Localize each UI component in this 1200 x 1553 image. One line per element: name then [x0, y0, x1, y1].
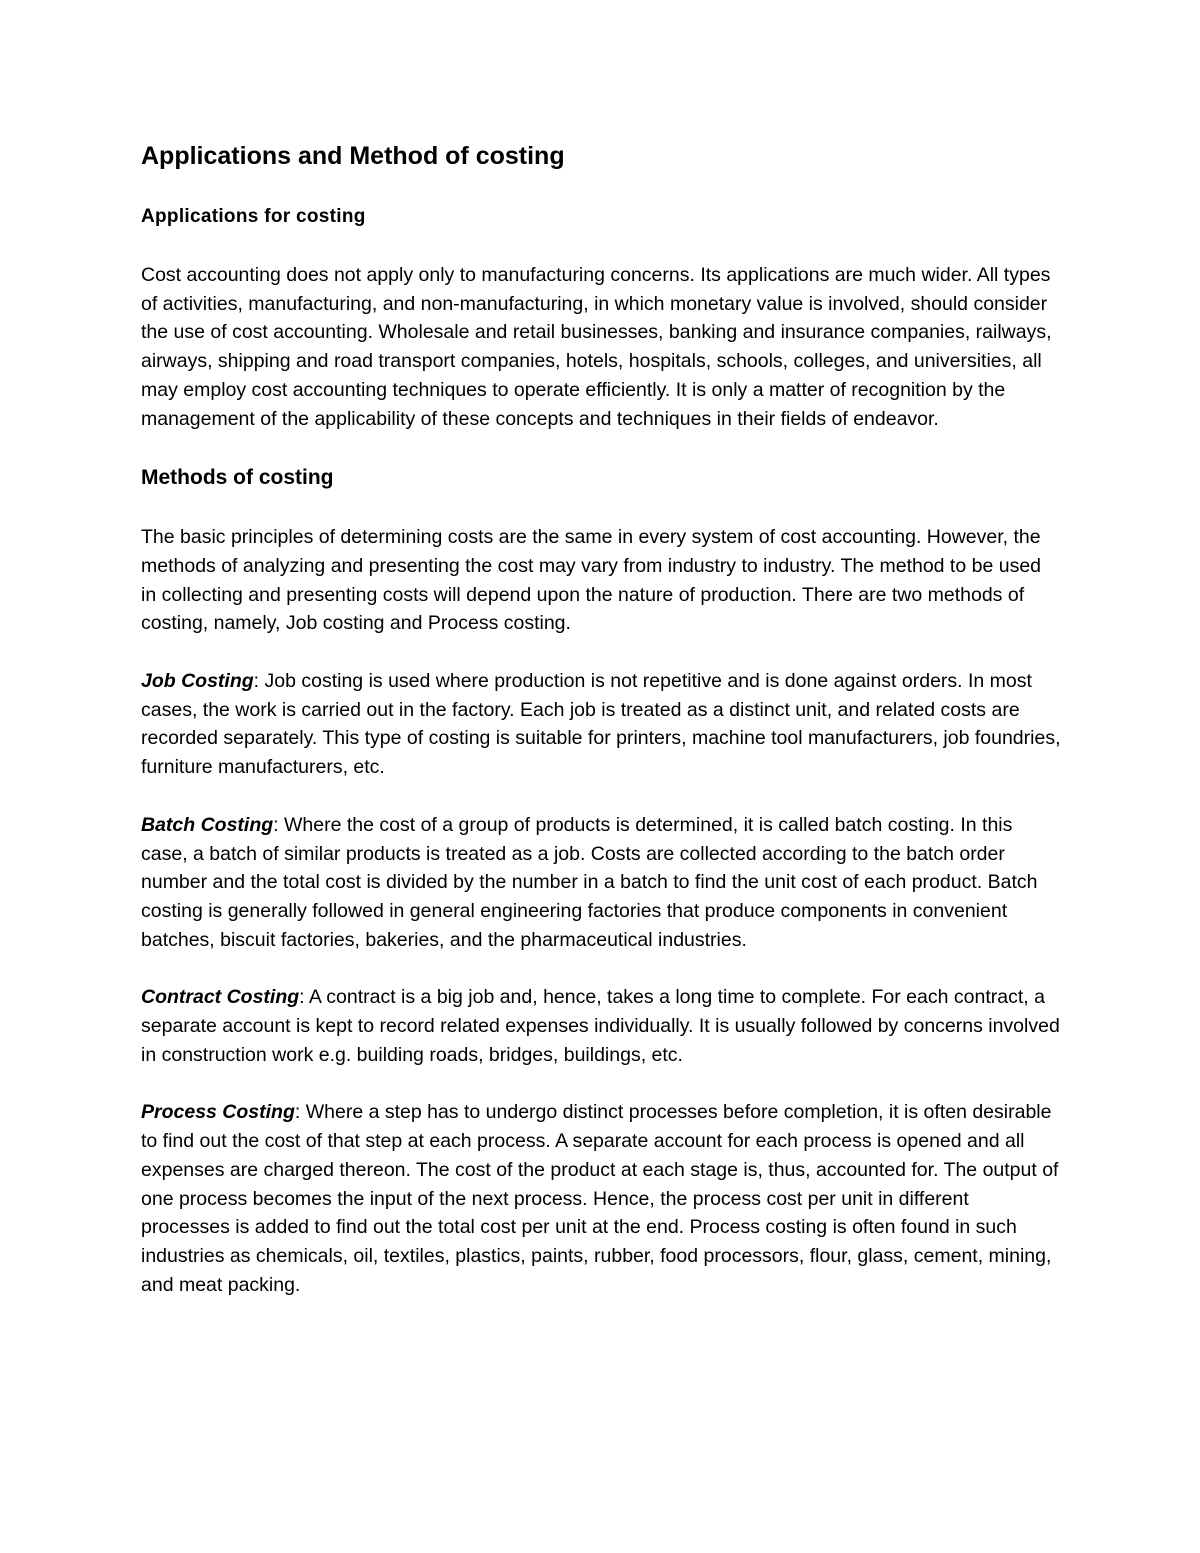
methods-heading: Methods of costing — [141, 466, 334, 490]
job-costing-term: Job Costing — [141, 670, 254, 693]
process-costing-paragraph — [141, 1098, 1061, 1299]
document-title: Applications and Method of costing — [141, 142, 565, 170]
batch-costing-paragraph — [141, 811, 1061, 955]
contract-costing-text: : A contract is a big job and, hence, takes a long time to complete. For each contract, a separate account is kept to record related expenses individually. It is usually followed by concerns involved in construction work e.g. building roads, bridges, buildings, etc. — [141, 986, 1060, 1066]
batch-costing-text: : Where the cost of a group of products is determined, it is called batch costing. In this case, a batch of similar products is treated as a job. Costs are collected according to the batch order number and the total cost is divided by the number in a batch to find the unit cost of each product. Batch costing is generally followed in general engineering factories that produce components in convenient batches, biscuit factories, bakeries, and the pharmaceutical industries. — [141, 813, 1038, 951]
applications-paragraph: Cost accounting does not apply only to manufacturing concerns. Its applications are much wider. All types of activities, manufacturing, and non-manufacturing, in which monetary value is involved, should consider the use of cost accounting. Wholesale and retail businesses, banking and insurance companies, railways, airways, shipping and road transport companies, hotels, hospitals, schools, colleges, and universities, all may employ cost accounting techniques to operate efficiently. It is only a matter of recognition by the management of the applicability of these concepts and techniques in their fields of endeavor. — [141, 264, 1052, 430]
contract-costing-term: Contract Costing — [141, 986, 300, 1009]
job-costing-paragraph — [141, 667, 1061, 782]
process-costing-term: Process Costing — [141, 1101, 295, 1124]
applications-heading: Applications for costing — [141, 206, 366, 227]
process-costing-text: : Where a step has to undergo distinct processes before completion, it is often desirable to find out the cost of that step at each process. A separate account for each process is opened and all expenses are charged thereon. The cost of the product at each stage is, thus, accounted for. The output of one process becomes the input of the next process. Hence, the process cost per unit in different processes is added to find out the total cost per unit at the end. Process costing is often found in such industries as chemicals, oil, textiles, plastics, paints, rubber, food processors, flour, glass, cement, mining, and meat packing. — [141, 1101, 1059, 1296]
document-page — [141, 138, 1061, 1299]
contract-costing-paragraph — [141, 983, 1061, 1069]
job-costing-text: : Job costing is used where production is not repetitive and is done against orders. In most cases, the work is carried out in the factory. Each job is treated as a distinct unit, and related costs are recorded separately. This type of costing is suitable for printers, machine tool manufacturers, job foundries, furniture manufacturers, etc. — [141, 670, 1061, 779]
batch-costing-term: Batch Costing — [141, 813, 274, 836]
methods-intro-paragraph: The basic principles of determining costs are the same in every system of cost accounting. However, the methods of analyzing and presenting the cost may vary from industry to industry. The method to be used in collecting and presenting costs will depend upon the nature of production. There are two methods of costing, namely, Job costing and Process costing. — [141, 526, 1042, 635]
